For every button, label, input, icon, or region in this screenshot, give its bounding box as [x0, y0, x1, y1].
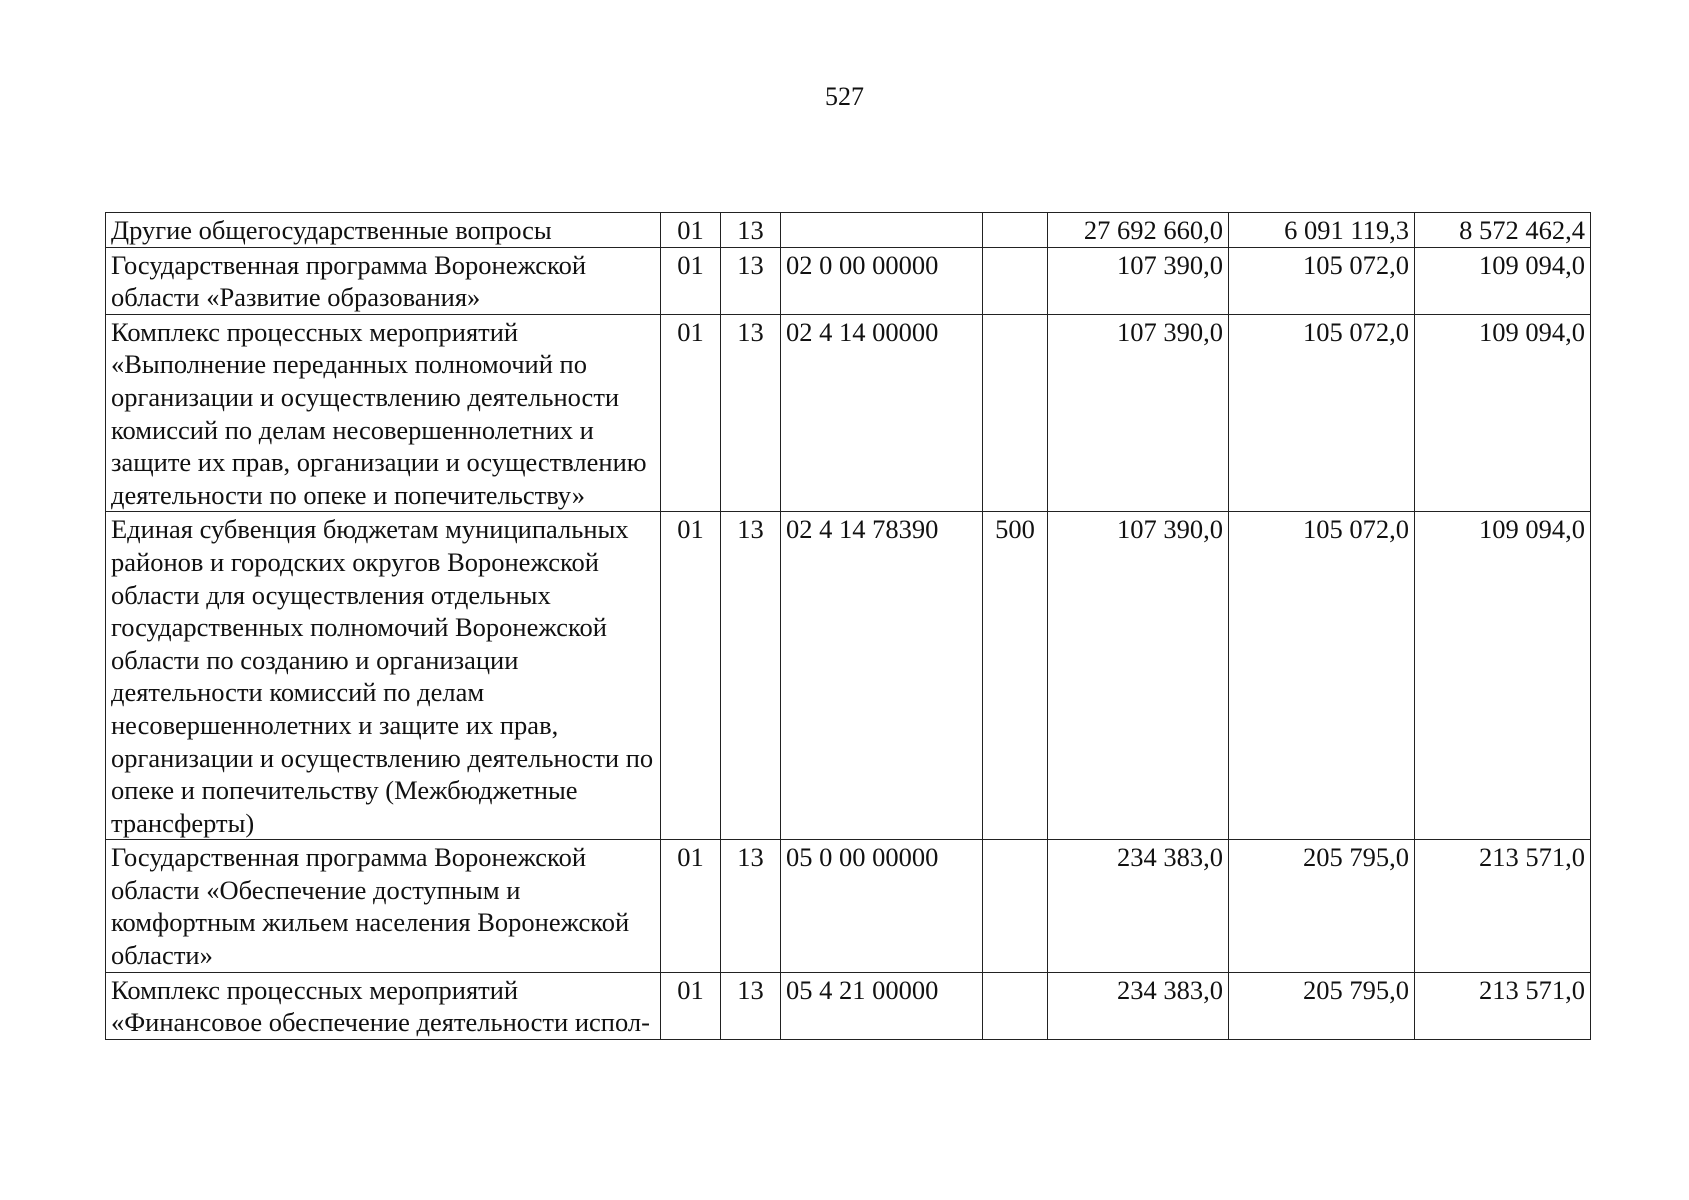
row-name: Комплекс процессных мероприятий «Финансовое обеспечение деятельности испол- — [106, 972, 661, 1039]
row-sum-3: 213 571,0 — [1415, 972, 1591, 1039]
row-target-article: 02 4 14 00000 — [781, 314, 983, 512]
row-sum-2: 105 072,0 — [1229, 247, 1415, 314]
table-row — [106, 840, 1591, 972]
row-subsection: 13 — [721, 972, 781, 1039]
row-sum-1: 107 390,0 — [1048, 247, 1229, 314]
row-subsection: 13 — [721, 314, 781, 512]
row-target-article: 05 4 21 00000 — [781, 972, 983, 1039]
row-target-article: 02 4 14 78390 — [781, 512, 983, 840]
row-expense-type — [983, 213, 1048, 248]
row-name: Государственная программа Воронежской области «Развитие образования» — [106, 247, 661, 314]
row-name: Единая субвенция бюджетам муниципальных районов и городских округов Воронежской области для осуществления отдельных государственных полномочий Воронежской области по созданию и организации деятельности комиссий по делам несовершеннолетних и защите их прав, организации и осуществлению деятельности по опеке и попечительству (Межбюджетные трансферты) — [106, 512, 661, 840]
row-target-article — [781, 213, 983, 248]
row-sum-2: 105 072,0 — [1229, 512, 1415, 840]
row-name: Комплекс процессных мероприятий «Выполнение переданных полномочий по организации и осуществлению деятельности комиссий по делам несовершеннолетних и защите их прав, организации и осуществлению деятельности по опеке и попечительству» — [106, 314, 661, 512]
row-sum-3: 109 094,0 — [1415, 247, 1591, 314]
row-name: Другие общегосударственные вопросы — [106, 213, 661, 248]
row-subsection: 13 — [721, 840, 781, 972]
row-section: 01 — [661, 213, 721, 248]
row-section: 01 — [661, 972, 721, 1039]
row-sum-3: 213 571,0 — [1415, 840, 1591, 972]
row-expense-type — [983, 972, 1048, 1039]
row-subsection: 13 — [721, 247, 781, 314]
row-target-article: 02 0 00 00000 — [781, 247, 983, 314]
page-number: 527 — [825, 82, 864, 111]
row-sum-3: 109 094,0 — [1415, 512, 1591, 840]
row-sum-2: 6 091 119,3 — [1229, 213, 1415, 248]
row-section: 01 — [661, 512, 721, 840]
row-sum-2: 205 795,0 — [1229, 840, 1415, 972]
row-section: 01 — [661, 247, 721, 314]
budget-table — [105, 212, 1591, 1040]
row-sum-3: 109 094,0 — [1415, 314, 1591, 512]
row-sum-1: 234 383,0 — [1048, 972, 1229, 1039]
row-sum-2: 105 072,0 — [1229, 314, 1415, 512]
row-expense-type — [983, 840, 1048, 972]
row-subsection: 13 — [721, 213, 781, 248]
row-expense-type — [983, 247, 1048, 314]
row-sum-3: 8 572 462,4 — [1415, 213, 1591, 248]
table-row — [106, 512, 1591, 840]
row-expense-type: 500 — [983, 512, 1048, 840]
table-row — [106, 314, 1591, 512]
table-row — [106, 972, 1591, 1039]
row-sum-2: 205 795,0 — [1229, 972, 1415, 1039]
table-row — [106, 247, 1591, 314]
table-row — [106, 213, 1591, 248]
row-target-article: 05 0 00 00000 — [781, 840, 983, 972]
row-sum-1: 107 390,0 — [1048, 512, 1229, 840]
row-sum-1: 27 692 660,0 — [1048, 213, 1229, 248]
row-section: 01 — [661, 314, 721, 512]
row-section: 01 — [661, 840, 721, 972]
row-subsection: 13 — [721, 512, 781, 840]
row-sum-1: 234 383,0 — [1048, 840, 1229, 972]
row-sum-1: 107 390,0 — [1048, 314, 1229, 512]
row-expense-type — [983, 314, 1048, 512]
row-name: Государственная программа Воронежской области «Обеспечение доступным и комфортным жильем населения Воронежской области» — [106, 840, 661, 972]
